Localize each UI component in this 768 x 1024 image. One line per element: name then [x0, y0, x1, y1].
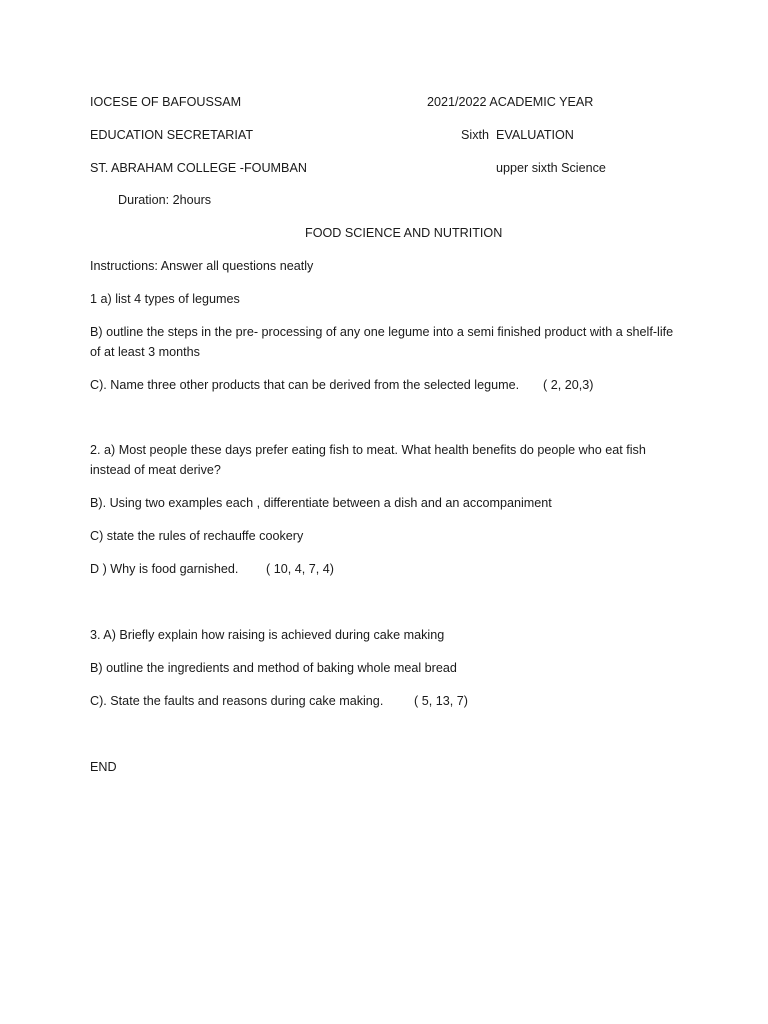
education-secretariat: EDUCATION SECRETARIAT: [90, 128, 254, 142]
question-1a: 1 a) list 4 types of legumes: [90, 292, 240, 306]
question-2b: B). Using two examples each , differentiate between a dish and an accompaniment: [90, 496, 552, 510]
end-marker: END: [90, 760, 117, 774]
duration-label: Duration: 2hours: [118, 193, 212, 207]
evaluation-label: Sixth EVALUATION: [461, 128, 574, 142]
question-3b: B) outline the ingredients and method of baking whole meal bread: [90, 661, 457, 675]
question-2d: D ) Why is food garnished.: [90, 562, 239, 576]
instructions: Instructions: Answer all questions neatly: [90, 259, 314, 273]
question-3a: 3. A) Briefly explain how raising is achieved during cake making: [90, 628, 445, 642]
diocese-name: IOCESE OF BAFOUSSAM: [90, 95, 242, 109]
class-label: upper sixth Science: [496, 161, 606, 175]
question-3-marks: ( 5, 13, 7): [414, 694, 468, 708]
subject-title: FOOD SCIENCE AND NUTRITION: [305, 226, 503, 240]
question-1b: B) outline the steps in the pre- processing of any one legume into a semi finished product with a shelf-life of at least 3 months: [90, 325, 674, 359]
school-name: ST. ABRAHAM COLLEGE -FOUMBAN: [90, 161, 307, 175]
question-2a: 2. a) Most people these days prefer eating fish to meat. What health benefits do people who eat fish instead of meat derive?: [90, 443, 646, 477]
question-1c: C). Name three other products that can be derived from the selected legume.: [90, 378, 520, 392]
academic-year: 2021/2022 ACADEMIC YEAR: [427, 95, 594, 109]
question-3c: C). State the faults and reasons during cake making.: [90, 694, 384, 708]
question-2-marks: ( 10, 4, 7, 4): [266, 562, 334, 576]
question-1-marks: ( 2, 20,3): [543, 378, 594, 392]
question-2c: C) state the rules of rechauffe cookery: [90, 529, 304, 543]
